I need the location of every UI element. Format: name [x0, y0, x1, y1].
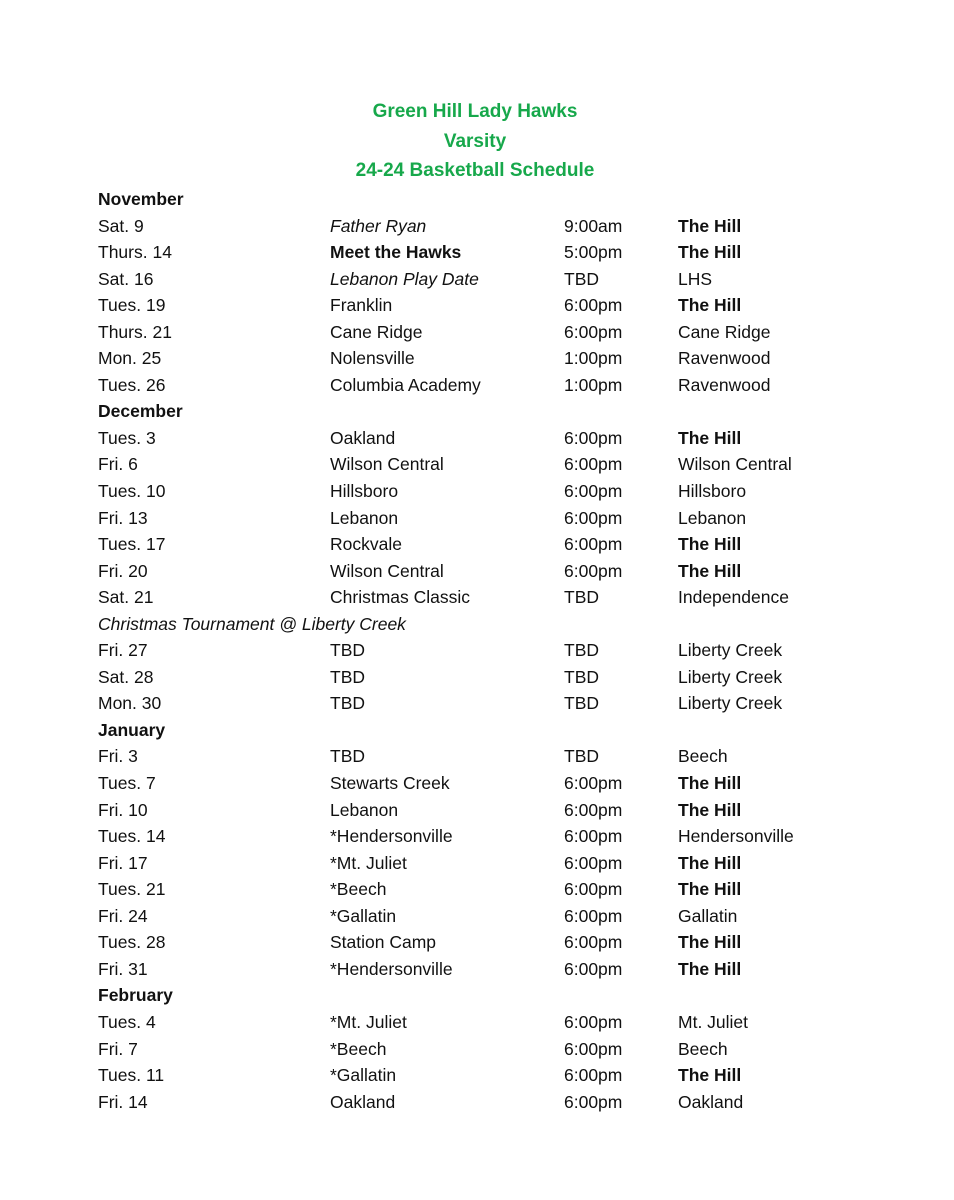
month-header [98, 982, 898, 1009]
game-location: The Hill [678, 958, 742, 979]
game-time: 6:00pm [564, 560, 623, 581]
game-row [98, 451, 898, 478]
game-location: The Hill [678, 879, 742, 900]
game-date: Tues. 4 [98, 1011, 156, 1032]
schedule-table [98, 186, 898, 1115]
game-row [98, 372, 898, 399]
game-row [98, 664, 898, 691]
game-row [98, 929, 898, 956]
game-row [98, 345, 898, 372]
tournament-note-text: Christmas Tournament @ Liberty Creek [98, 613, 406, 634]
game-time: TBD [564, 666, 599, 687]
game-opponent: Cane Ridge [330, 321, 423, 342]
game-opponent: *Mt. Juliet [330, 852, 407, 873]
game-opponent: Columbia Academy [330, 374, 481, 395]
game-time: 6:00pm [564, 295, 623, 316]
game-time: 6:00pm [564, 454, 623, 475]
game-row [98, 690, 898, 717]
game-row [98, 823, 898, 850]
game-location: Hendersonville [678, 826, 794, 847]
game-location: LHS [678, 268, 713, 289]
game-opponent: Station Camp [330, 932, 437, 953]
game-time: 6:00pm [564, 932, 623, 953]
game-location: The Hill [678, 932, 742, 953]
game-opponent: Lebanon [330, 799, 399, 820]
game-location: The Hill [678, 799, 742, 820]
month-header [98, 186, 898, 213]
game-opponent: Wilson Central [330, 560, 444, 581]
game-row [98, 531, 898, 558]
game-row [98, 425, 898, 452]
game-row [98, 1009, 898, 1036]
game-location: Cane Ridge [678, 321, 771, 342]
game-time: 6:00pm [564, 1065, 623, 1086]
game-location: The Hill [678, 560, 742, 581]
game-opponent: Rockvale [330, 534, 402, 555]
game-location: The Hill [678, 534, 742, 555]
game-opponent: *Gallatin [330, 905, 397, 926]
game-row [98, 292, 898, 319]
game-time: 6:00pm [564, 799, 623, 820]
tournament-note [98, 611, 898, 638]
game-location: Oakland [678, 1091, 744, 1112]
game-opponent: TBD [330, 746, 365, 767]
game-opponent: *Hendersonville [330, 958, 453, 979]
game-date: Fri. 10 [98, 799, 148, 820]
game-location: Independence [678, 587, 789, 608]
game-row [98, 213, 898, 240]
game-opponent: *Hendersonville [330, 826, 453, 847]
game-location: The Hill [678, 215, 742, 236]
game-date: Tues. 28 [98, 932, 166, 953]
game-location: Gallatin [678, 905, 738, 926]
month-label: February [98, 985, 173, 1006]
game-opponent: Meet the Hawks [330, 242, 462, 263]
game-date: Fri. 6 [98, 454, 138, 475]
title-block [0, 97, 954, 186]
month-label: November [98, 189, 184, 209]
game-time: 1:00pm [564, 348, 623, 369]
game-row [98, 478, 898, 505]
game-time: 6:00pm [564, 427, 623, 448]
game-date: Sat. 9 [98, 215, 144, 236]
game-date: Sat. 16 [98, 268, 154, 289]
game-date: Mon. 25 [98, 348, 162, 369]
game-date: Fri. 27 [98, 640, 148, 661]
game-date: Tues. 7 [98, 773, 156, 794]
game-time: TBD [564, 693, 599, 714]
game-date: Tues. 21 [98, 879, 166, 900]
game-date: Tues. 11 [98, 1065, 165, 1086]
game-time: 6:00pm [564, 773, 623, 794]
game-time: 9:00am [564, 215, 623, 236]
game-row [98, 956, 898, 983]
game-location: Beech [678, 1038, 728, 1059]
game-location: The Hill [678, 242, 742, 263]
game-location: Liberty Creek [678, 666, 783, 687]
game-opponent: *Beech [330, 879, 387, 900]
game-time: 1:00pm [564, 374, 623, 395]
game-date: Sat. 28 [98, 666, 154, 687]
game-location: Ravenwood [678, 374, 771, 395]
game-date: Tues. 10 [98, 481, 166, 502]
game-date: Tues. 14 [98, 826, 166, 847]
game-location: Mt. Juliet [678, 1011, 749, 1032]
game-date: Thurs. 14 [98, 242, 172, 263]
game-date: Thurs. 21 [98, 321, 172, 342]
game-opponent: *Mt. Juliet [330, 1011, 407, 1032]
game-time: 6:00pm [564, 1011, 623, 1032]
game-opponent: Stewarts Creek [330, 773, 450, 794]
game-time: 6:00pm [564, 826, 623, 847]
game-opponent: Nolensville [330, 348, 415, 369]
game-location: Liberty Creek [678, 693, 783, 714]
game-opponent: *Beech [330, 1038, 387, 1059]
game-date: Fri. 3 [98, 746, 138, 767]
game-row [98, 239, 898, 266]
team-name-heading: Green Hill Lady Hawks [372, 101, 578, 122]
game-date: Tues. 26 [98, 374, 166, 395]
game-date: Fri. 17 [98, 852, 148, 873]
game-row [98, 743, 898, 770]
game-row [98, 505, 898, 532]
game-time: 6:00pm [564, 852, 623, 873]
month-header [98, 717, 898, 744]
game-location: Beech [678, 746, 728, 767]
game-time: 6:00pm [564, 534, 623, 555]
game-date: Fri. 7 [98, 1038, 138, 1059]
game-opponent: Christmas Classic [330, 587, 471, 608]
game-time: 5:00pm [564, 242, 623, 263]
game-time: 6:00pm [564, 1091, 623, 1112]
game-time: 6:00pm [564, 481, 623, 502]
game-opponent: Franklin [330, 295, 393, 316]
game-location: The Hill [678, 852, 742, 873]
game-opponent: Lebanon Play Date [330, 268, 479, 289]
game-time: 6:00pm [564, 1038, 623, 1059]
game-location: Wilson Central [678, 454, 792, 475]
month-label: January [98, 719, 166, 740]
game-row [98, 850, 898, 877]
game-row [98, 584, 898, 611]
game-date: Fri. 13 [98, 507, 148, 528]
game-date: Sat. 21 [98, 587, 154, 608]
game-location: Hillsboro [678, 481, 747, 502]
game-location: Ravenwood [678, 348, 771, 369]
game-location: The Hill [678, 773, 742, 794]
game-time: 6:00pm [564, 507, 623, 528]
game-time: 6:00pm [564, 958, 623, 979]
game-time: 6:00pm [564, 879, 623, 900]
game-opponent: TBD [330, 666, 365, 687]
game-row [98, 319, 898, 346]
game-date: Tues. 17 [98, 534, 166, 555]
game-row [98, 1036, 898, 1063]
game-opponent: Lebanon [330, 507, 399, 528]
game-row [98, 770, 898, 797]
game-date: Fri. 14 [98, 1091, 148, 1112]
game-date: Fri. 20 [98, 560, 148, 581]
game-row [98, 637, 898, 664]
month-label: December [98, 401, 183, 422]
game-row [98, 1089, 898, 1116]
game-date: Fri. 31 [98, 958, 148, 979]
game-opponent: Hillsboro [330, 481, 399, 502]
game-opponent: Oakland [330, 427, 396, 448]
game-time: 6:00pm [564, 905, 623, 926]
game-time: TBD [564, 587, 599, 608]
game-date: Tues. 19 [98, 295, 166, 316]
game-date: Tues. 3 [98, 427, 156, 448]
game-date: Mon. 30 [98, 693, 162, 714]
game-row [98, 266, 898, 293]
game-row [98, 1062, 898, 1089]
game-row [98, 876, 898, 903]
game-location: The Hill [678, 427, 742, 448]
month-header [98, 398, 898, 425]
game-time: TBD [564, 640, 599, 661]
game-location: The Hill [678, 295, 742, 316]
game-opponent: Oakland [330, 1091, 396, 1112]
game-date: Fri. 24 [98, 905, 148, 926]
game-time: 6:00pm [564, 321, 623, 342]
game-row [98, 797, 898, 824]
game-location: Liberty Creek [678, 640, 783, 661]
game-time: TBD [564, 268, 599, 289]
game-opponent: TBD [330, 640, 365, 661]
game-location: The Hill [678, 1065, 742, 1086]
season-heading: 24-24 Basketball Schedule [355, 160, 595, 181]
game-opponent: Father Ryan [330, 215, 427, 236]
level-heading: Varsity [443, 130, 507, 152]
game-time: TBD [564, 746, 599, 767]
game-row [98, 558, 898, 585]
game-location: Lebanon [678, 507, 747, 528]
game-opponent: *Gallatin [330, 1065, 397, 1086]
game-opponent: TBD [330, 693, 365, 714]
game-row [98, 903, 898, 930]
game-opponent: Wilson Central [330, 454, 444, 475]
